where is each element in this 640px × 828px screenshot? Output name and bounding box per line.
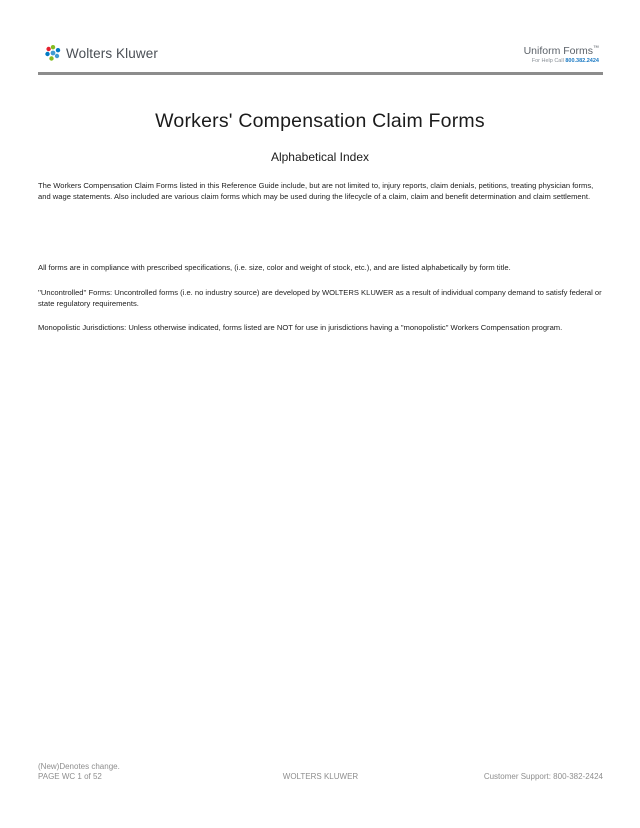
document-title: Workers' Compensation Claim Forms — [155, 110, 485, 132]
compliance-paragraph: All forms are in compliance with prescribed specifications, (i.e. size, color and weight of stock, etc.), and are listed alphabetically by form title. — [38, 263, 511, 272]
brand-help-label: For Help Call — [531, 58, 564, 64]
company-logo — [44, 44, 158, 62]
uncontrolled-forms-paragraph: ''Uncontrolled'' Forms: Uncontrolled forms (i.e. no industry source) are developed by WOLTERS KLUWER as a result of individual company demand to satisfy federal or state regulatory requirements. — [38, 288, 602, 308]
intro-paragraph: The Workers Compensation Claim Forms listed in this Reference Guide include, but are not limited to, injury reports, claim denials, petitions, treating physician forms, and wage statements. Also included are various claim forms which may be used during the lifecycle of a claim, claim and benefit determination and claim settlement. — [38, 181, 594, 201]
brand-name-text: Uniform Forms — [523, 45, 593, 57]
wolters-kluwer-logo-icon — [44, 44, 62, 62]
monopolistic-paragraph: Monopolistic Jurisdictions: Unless otherwise indicated, forms listed are NOT for use in jurisdictions having a "monopolistic" Workers Compensation program. — [38, 323, 563, 332]
brand-name — [524, 45, 599, 57]
footer-company: WOLTERS KLUWER — [282, 772, 359, 781]
page-footer — [38, 772, 603, 784]
uniform-forms-brand — [524, 45, 599, 64]
logo-text: Wolters Kluwer — [66, 45, 158, 61]
document-subtitle: Alphabetical Index — [270, 150, 370, 164]
brand-help-phone: 800.382.2424 — [565, 58, 599, 64]
change-legend: (New)Denotes change. — [38, 762, 120, 771]
brand-help-line — [524, 58, 599, 64]
header-divider — [38, 72, 603, 75]
page-number: PAGE WC 1 of 52 — [38, 772, 102, 781]
page-header — [38, 40, 603, 76]
trademark-mark: ™ — [593, 45, 599, 52]
customer-support: Customer Support: 800-382-2424 — [483, 772, 603, 781]
